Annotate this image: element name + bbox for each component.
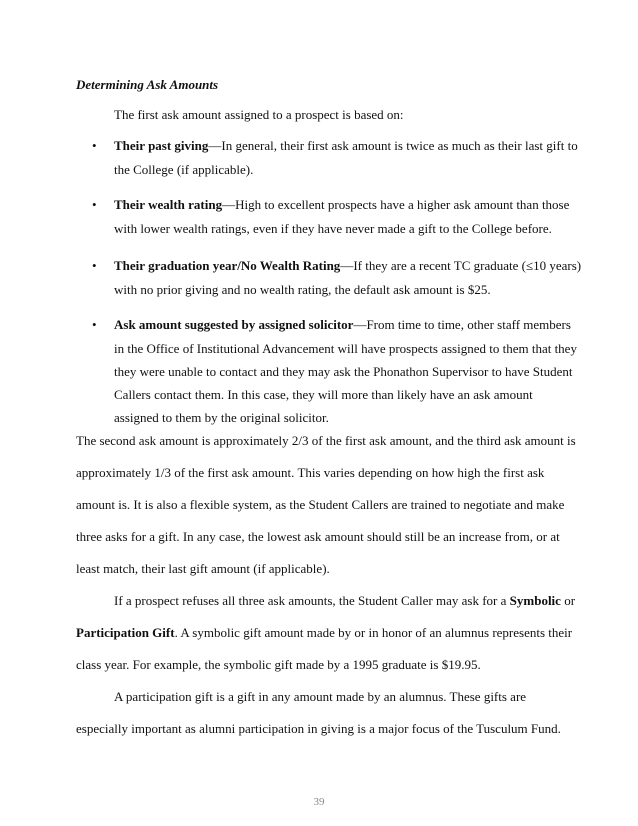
paragraph-2-line-3: amount is. It is also a flexible system, as the Student Callers are trained to negotiate and make (76, 497, 565, 512)
bullet-past-giving-line-2: the College (if applicable). (114, 162, 254, 177)
bullet-text: —From time to time, other staff members (353, 317, 571, 332)
bullet-wealth-rating-line-1 (114, 197, 569, 213)
intro-line: The first ask amount assigned to a prospect is based on: (114, 107, 404, 122)
bullet-text: —In general, their first ask amount is twice as much as their last gift to (208, 138, 578, 153)
paragraph-4-line-2: especially important as alumni participation in giving is a major focus of the Tusculum Fund. (76, 721, 561, 736)
bullet-wealth-rating-line-2: with lower wealth ratings, even if they have never made a gift to the College before. (114, 221, 552, 236)
bullet-graduation-year-line-1 (114, 258, 581, 274)
paragraph-3-line-2 (76, 625, 572, 641)
bullet-graduation-year-line-2: with no prior giving and no wealth rating, the default ask amount is $25. (114, 282, 491, 297)
bullet-marker: • (92, 197, 97, 212)
bullet-past-giving-line-1 (114, 138, 578, 154)
bullet-term: Their wealth rating (114, 197, 223, 212)
paragraph-2-line-5: least match, their last gift amount (if applicable). (76, 561, 330, 576)
paragraph-text: . A symbolic gift amount made by or in honor of an alumnus represents their (174, 625, 573, 640)
bullet-solicitor-line-3: they were unable to contact and they may ask the Phonathon Supervisor to have Student (114, 364, 573, 379)
bullet-marker: • (92, 138, 97, 153)
bullet-marker: • (92, 258, 97, 273)
bullet-marker: • (92, 317, 97, 332)
bullet-solicitor-line-2: in the Office of Institutional Advancement will have prospects assigned to them that they (114, 341, 577, 356)
page-number: 39 (313, 796, 325, 808)
bullet-term: Their past giving (114, 138, 209, 153)
paragraph-2-line-2: approximately 1/3 of the first ask amount. This varies depending on how high the first ask (76, 465, 545, 480)
term-symbolic: Symbolic (509, 593, 561, 608)
paragraph-3-line-3: class year. For example, the symbolic gift made by a 1995 graduate is $19.95. (76, 657, 481, 672)
bullet-term: Their graduation year/No Wealth Rating (114, 258, 341, 273)
bullet-solicitor-line-5: assigned to them by the original solicitor. (114, 410, 329, 425)
section-heading: Determining Ask Amounts (76, 77, 219, 92)
paragraph-3-line-1 (114, 593, 575, 609)
paragraph-2-line-1: The second ask amount is approximately 2/3 of the first ask amount, and the third ask amount is (76, 433, 576, 448)
paragraph-4-line-1: A participation gift is a gift in any amount made by an alumnus. These gifts are (114, 689, 527, 704)
paragraph-text: If a prospect refuses all three ask amounts, the Student Caller may ask for a (114, 593, 510, 608)
term-participation-gift: Participation Gift (76, 625, 175, 640)
bullet-term: Ask amount suggested by assigned solicitor (114, 317, 354, 332)
bullet-solicitor-line-4: Callers contact them. In this case, they will more than likely have an ask amount (114, 387, 533, 402)
bullet-text: —If they are a recent TC graduate (≤10 years) (340, 258, 582, 273)
paragraph-text: or (560, 593, 576, 608)
bullet-solicitor-line-1 (114, 317, 571, 333)
paragraph-2-line-4: three asks for a gift. In any case, the lowest ask amount should still be an increase from, or at (76, 529, 560, 544)
bullet-text: —High to excellent prospects have a higher ask amount than those (222, 197, 570, 212)
